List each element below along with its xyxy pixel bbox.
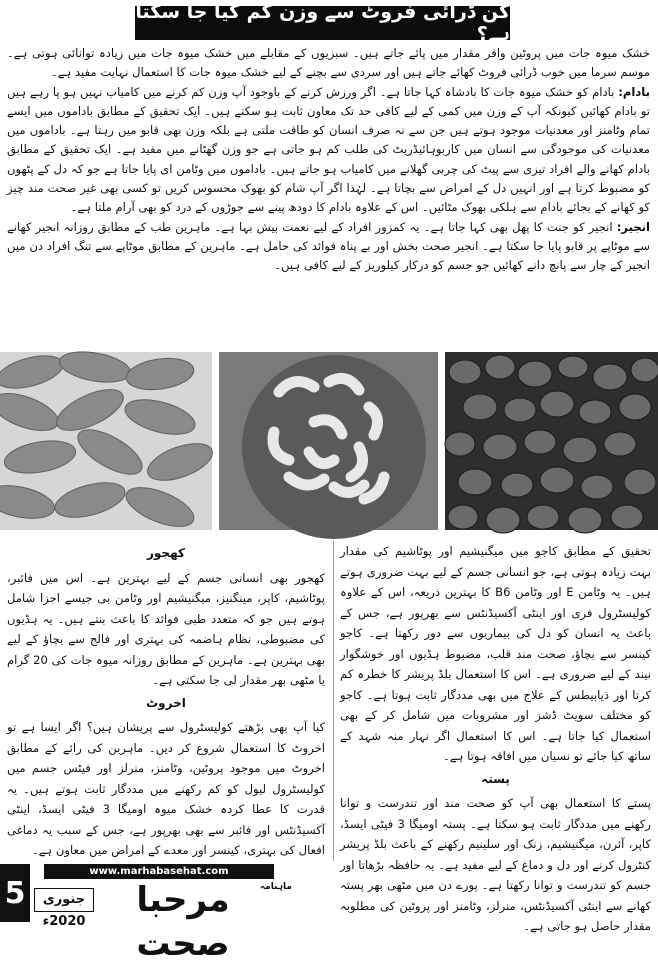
dates-paragraph: کھجور بھی انسانی جسم کے لیے بہترین ہے۔ اس میں فائبر، پوٹاشیم، کاپر، مینگنیز، میگنیشیم اور وٹامن بی جیسے اجزا شامل ہوتے ہیں جو کہ متعدد طبی فوائد کا باعث بنتے ہیں۔ یہ ہڈیوں کی مضبوطی، نظام ہاضمہ کی بہتری اور فالج سے بچاؤ کے لیے بھی بہترین ہے۔ ماہرین کے مطابق روزانہ میوہ جات کی 20 گرام یا مٹھی بھر مقدار لی جا سکتی ہے۔ xyxy=(7,570,325,687)
magazine-footer xyxy=(0,862,330,964)
fig-text: انجیر کو جنت کا پھل بھی کہا جاتا ہے۔ یہ کمزور افراد کے لیے نعمت بیش بہا ہے۔ ماہرین طب کے مطابق روزانہ انجیر کھانے سے موٹاپے پر قابو پایا جا سکتا ہے۔ انجیر صحت بخش اور بے پناہ فوائد کی حامل ہے۔ ماہرین کے مطابق موٹاپے سے تنگ افراد دن میں انجیر کے چار سے پانچ دانے کھائیں جو جسم کو درکار کیلوریز کے لیے کافی ہیں۔ xyxy=(7,219,650,273)
walnut-heading: اخروٹ xyxy=(146,695,186,710)
fig-label: انجیر: xyxy=(616,219,650,234)
website-url: www.marhabasehat.com xyxy=(44,864,274,879)
left-column xyxy=(7,541,325,861)
cashew-paragraph: تحقیق کے مطابق کاجو میں میگنیشیم اور پوٹاشیم کی مقدار بہت زیادہ ہوتی ہے، جو انسانی جسم کے لیے بہت ضروری ہوتے ہیں۔ یہ وٹامن E اور وٹامن B6 کا بہترین ذریعہ، اس کے علاوہ کولیسٹرول فری اور اینٹی آکسیڈنٹس سے بھرپور ہے، جس کے باعث یہ انسان کو دل کی بیماریوں سے دور رکھتا ہے۔ کاجو کینسر سے بچاؤ، صحت مند قلب، مضبوط ہڈیوں اور خوشگوار نیند کے لیے ضروری ہے۔ اس کا استعمال بلڈ پریشر کا خطرہ کم کرتا اور ذیابیطس کے علاج میں بھی مددگار ثابت ہوتا ہے۔ کاجو کو مختلف سویٹ ڈشز اور مشروبات میں شامل کر کے بھی استعمال کیا جاتا ہے۔ اس کا استعمال اگر نہار منہ شہد کے ساتھ کیا جائے تو نسیان میں افاقہ ہوتا ہے۔ xyxy=(340,544,651,763)
raisins-photo xyxy=(445,352,658,530)
intro-text xyxy=(7,44,650,346)
pista-heading: پستہ xyxy=(481,771,510,786)
pista-paragraph: پستے کا استعمال بھی آپ کو صحت مند اور تندرست و توانا رکھنے میں مددگار ثابت ہو سکتا ہے۔ پستہ اومیگا 3 فیٹی ایسڈ، کاپر، آئرن، میگنیشیم، زنک اور سلینیم رکھنے کے باعث بلڈ پریشر کنٹرول کرنے اور دل و دماغ کے لیے مفید ہے۔ یہ حافظہ بڑھاتا اور جسم کو تندرست و توانا رکھتا ہے۔ پورے دن میں مٹھی بھر پستہ کھانے سے اینٹی آکسیڈنٹس، منرلز، وٹامنز اور پروٹین کی مطلوبہ مقدار حاصل ہو جاتی ہے۔ xyxy=(340,796,651,933)
column-divider xyxy=(333,541,334,861)
magazine-masthead: مرحبا صحت xyxy=(136,880,230,964)
dates-heading: کھجور xyxy=(147,546,185,560)
intro-paragraph: خشک میوہ جات میں پروٹین وافر مقدار میں پائے جاتے ہیں۔ سبزیوں کے مقابلے میں خشک میوہ جات میں زیادہ توانائی ہوتی ہے۔ موسم سرما میں خوب ڈرائی فروٹ کھائے جاتے ہیں اور سردی سے بچنے کے لیے خشک میوہ جات کا استعمال نہایت مفید ہے۔ xyxy=(7,46,650,80)
article-title: کن ڈرائی فروٹ سے وزن کم کیا جا سکتا ہے؟ xyxy=(135,1,510,45)
right-column xyxy=(340,541,651,933)
almond-text: بادام کو خشک میوہ جات کا بادشاہ کہا جاتا ہے۔ اگر ورزش کرنے کے باوجود آپ وزن کم کرنے میں کامیاب نہیں ہو پا رہے ہیں تو بادام کھائیں کیونکہ آپ کے وزن میں کمی کے لیے کافی حد تک معاون ثابت ہو سکتے ہیں۔ ایک تحقیق کے مطابق باداموں میں ایسے تمام وٹامنز اور معدنیات موجود ہوتے ہیں جن سے نہ صرف انسان کو طاقت ملتی ہے بلکہ وزن بھی قابو میں رہتا ہے۔ باداموں میں معدنیات کی موجودگی سے انسان میں کاربوہائیڈریٹ کی طلب کم ہو جاتی ہے جو وزن گھٹانے میں مفید ہے۔ ایک تحقیق کے مطابق بادام کھانے والے افراد تیزی سے پیٹ کی چربی گھلانے میں کامیاب ہو جاتے ہیں۔ باداموں میں وٹامن ای پایا جاتا ہے جو کہ دل کے پٹھوں کو مضبوط کرتا ہے اور انہیں دل کے امراض سے بچاتا ہے۔ لہٰذا اگر آپ شام کو بھوک محسوس کریں تو کسی بھی غیر صحت مند چیز کو کھانے کے بجائے بادام سے ہلکی بھوک مٹائیں۔ اس کے علاوہ بادام کا دودھ پینے سے جوڑوں کے درد کو بھی آرام ملتا ہے۔ xyxy=(7,84,650,215)
walnut-paragraph: کیا آپ بھی بڑھتے کولیسٹرول سے پریشان ہیں؟ اگر ایسا ہے تو اخروٹ کا استعمال شروع کر دیں۔ ماہرین کی رائے کے مطابق اخروٹ میں موجود پروٹین، وٹامنز، منرلز اور فیٹس جسم میں کولیسٹرول لیول کو کم رکھنے میں مددگار ثابت ہوتے ہیں۔ یہ قدرت کا عطا کردہ خشک میوہ اومیگا 3 فیٹی ایسڈ، اینٹی آکسیڈنٹس اور فائبر سے بھی بھرپور ہے، جس کے سبب یہ دماغی افعال کی بہتری، کینسر اور معدے کے امراض میں معاون ہے۔ xyxy=(7,720,325,857)
page-number: 5 xyxy=(0,864,30,922)
photo-strip xyxy=(0,352,658,530)
almond-paragraph xyxy=(7,83,650,218)
issue-date: جنوری 2020ء xyxy=(34,888,94,912)
fig-paragraph xyxy=(7,218,650,276)
almond-label: بادام: xyxy=(618,84,650,99)
cashews-photo xyxy=(219,352,438,530)
monthly-label: ماہنامہ xyxy=(259,882,292,892)
almonds-photo xyxy=(0,352,212,530)
